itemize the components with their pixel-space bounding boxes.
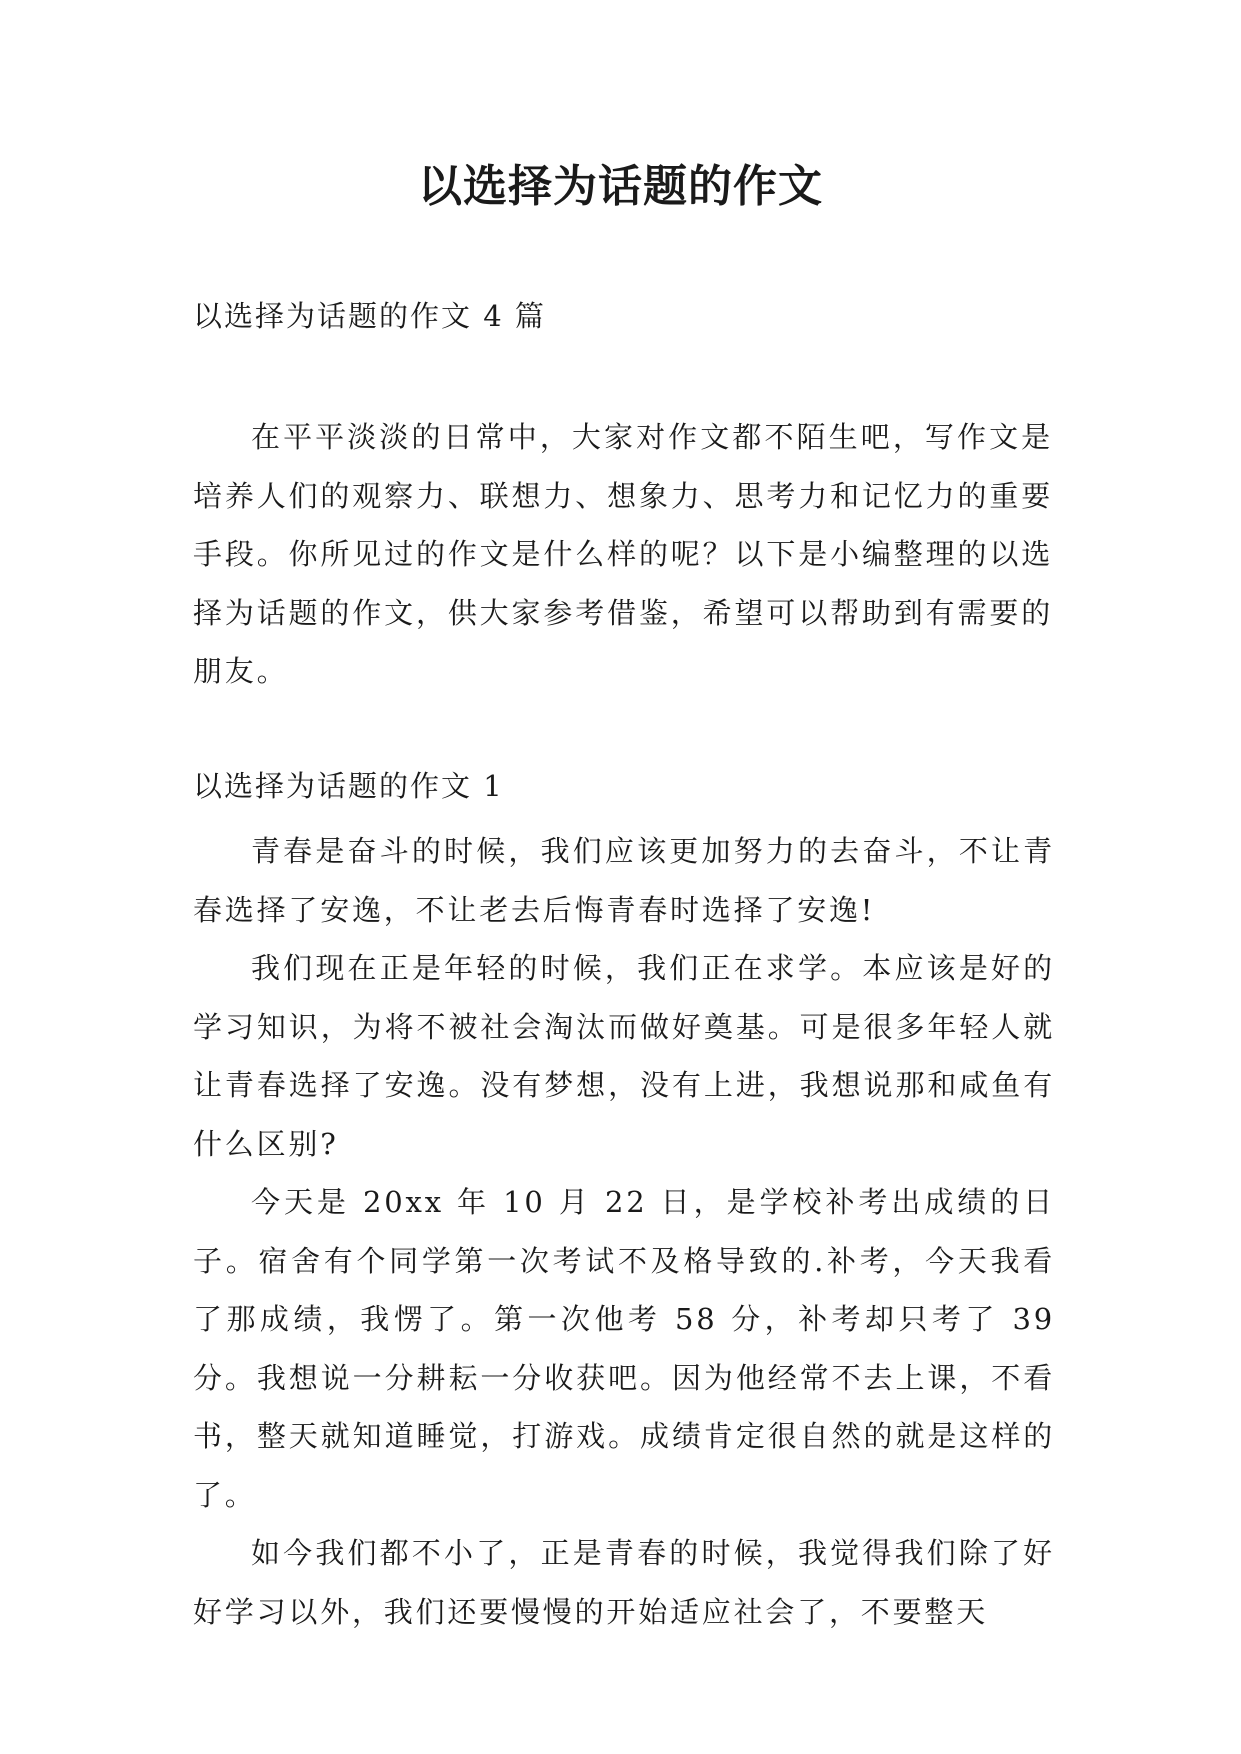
document-subtitle: 以选择为话题的作文 4 篇 [193, 299, 546, 333]
body-paragraph: 青春是奋斗的时候，我们应该更加努力的去奋斗，不让青春选择了安逸，不让老去后悔青春时选择了安逸! [193, 834, 1055, 927]
body-paragraph: 今天是 20xx 年 10 月 22 日，是学校补考出成绩的日子。宿舍有个同学第一次考试不及格导致的.补考，今天我看了那成绩，我愣了。第一次他考 58 分，补考却只考了 39 分。我想说一分耕耘一分收获吧。因为他经常不去上课，不看书，整天就知道睡觉，打游戏。成绩肯定很自然的就是这样的了。 [193, 1185, 1055, 1512]
intro-paragraph: 在平平淡淡的日常中，大家对作文都不陌生吧，写作文是培养人们的观察力、联想力、想象力、思考力和记忆力的重要手段。你所见过的作文是什么样的呢？以下是小编整理的以选择为话题的作文，供大家参考借鉴，希望可以帮助到有需要的朋友。 [193, 420, 1053, 688]
document-title: 以选择为话题的作文 [418, 161, 823, 212]
essay-body [193, 822, 1055, 1641]
body-paragraph: 我们现在正是年轻的时候，我们正在求学。本应该是好的学习知识，为将不被社会淘汰而做好奠基。可是很多年轻人就让青春选择了安逸。没有梦想，没有上进，我想说那和咸鱼有什么区别? [193, 951, 1055, 1161]
body-paragraph: 如今我们都不小了，正是青春的时候，我觉得我们除了好好学习以外，我们还要慢慢的开始适应社会了，不要整天 [193, 1536, 1055, 1629]
section-heading: 以选择为话题的作文 1 [193, 769, 504, 803]
